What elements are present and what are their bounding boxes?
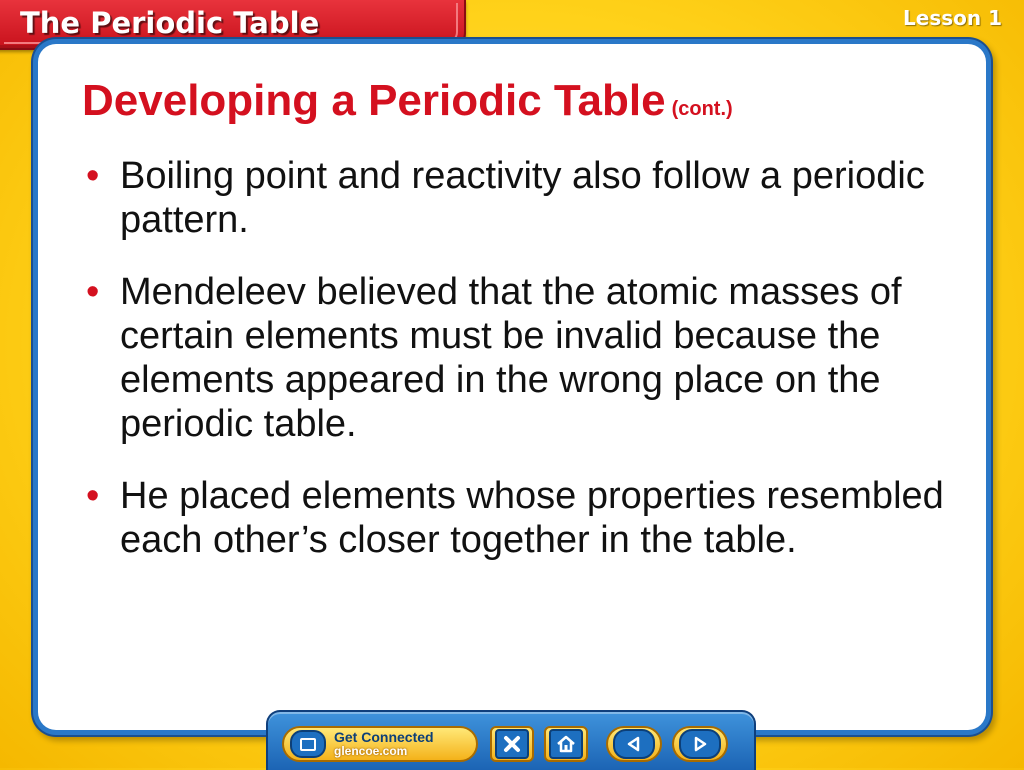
slide-heading-suffix: (cont.)	[671, 98, 733, 120]
bullet-dot: •	[86, 475, 100, 517]
navigation-bar	[266, 710, 756, 770]
previous-arrow-icon	[613, 729, 655, 759]
get-connected-label: Get Connected	[334, 729, 434, 745]
bullet-dot: •	[86, 271, 100, 313]
lesson-label: Lesson 1	[903, 6, 1002, 30]
previous-button[interactable]	[606, 726, 662, 762]
next-button[interactable]	[672, 726, 728, 762]
content-card	[38, 44, 986, 730]
home-button[interactable]	[544, 726, 588, 762]
bullet-item	[82, 270, 962, 446]
get-connected-button[interactable]	[282, 726, 478, 762]
bullet-text: He placed elements whose properties resembled each other’s closer together in the table.	[120, 475, 944, 561]
home-icon	[549, 729, 583, 759]
bullet-text: Boiling point and reactivity also follow a periodic pattern.	[120, 155, 925, 241]
chapter-title: The Periodic Table	[20, 6, 320, 40]
close-icon	[495, 729, 529, 759]
next-arrow-icon	[679, 729, 721, 759]
bullet-text: Mendeleev believed that the atomic masses of certain elements must be invalid because the elements appeared in the wrong place on the periodic table.	[120, 271, 902, 445]
computer-icon	[290, 730, 326, 758]
get-connected-url: glencoe.com	[334, 744, 408, 758]
bullet-dot: •	[86, 155, 100, 197]
title-tab	[0, 0, 466, 50]
close-button[interactable]	[490, 726, 534, 762]
slide-heading-text: Developing a Periodic Table	[82, 76, 666, 125]
bullet-item	[82, 154, 962, 242]
bullet-item	[82, 474, 962, 562]
bullet-list	[82, 154, 962, 590]
slide-heading	[82, 76, 733, 126]
